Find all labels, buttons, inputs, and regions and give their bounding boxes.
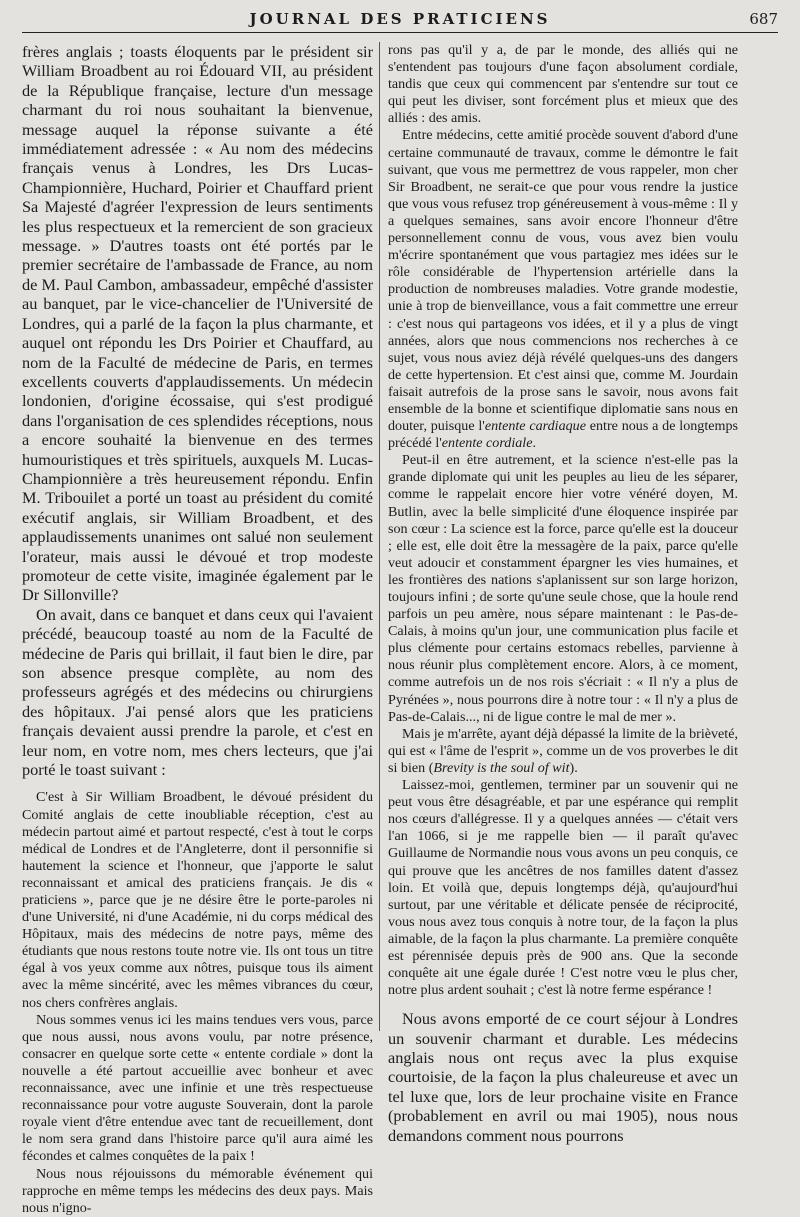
paragraph-banquet-toasts: frères anglais ; toasts éloquents par le président sir William Broadbent au roi Édouard VII, au président de la République française, lecture d'un message charmant du roi nous souhaitant la bienvenue, message auquel la réponse suivante a été immédiatement adressée : « Au nom des médecins français venus à Londres, les Drs Lucas-Championnière, Huchard, Poirier et Chauffard prient Sa Majesté d'agréer l'expression de leurs sentiments les plus respectueux et la remercient de son gracieux message. » D'autres toasts ont été portés par le premier secrétaire de l'ambassade de France, au nom de M. Paul Cambon, ambassadeur, empêché d'assister au banquet, par le vice-chancelier de l'Université de Londres, qui a parlé de la façon la plus charmante, et auquel ont répondu les Drs Poirier et Chauffard, au nom de la Faculté de médecine de Paris, en termes excellents couverts d'applaudissements. Un médecin londonien, d'origine écossaise, qui s'est prodigué dans l'organisation de ces splendides réceptions, nous a encore souhaité la bienvenue en des termes humouristiques et très spirituels, auxquels M. Lucas-Championnière a très heureusement répondu. Enfin M. Tribouilet a porté un toast au président du comité exécutif anglais, sir William Broadbent, et des applaudissements unanimes ont salué non seulement l'orateur, mais aussi le dévoué et trop modeste promoteur de cette visite, imaginée également par le Dr Sillonville? xyxy=(22,42,373,605)
left-column xyxy=(22,42,373,1216)
entente-cardiaque-text: entente cardiaque xyxy=(484,418,586,435)
brevity-quote: Brevity is the soul of wit xyxy=(433,759,570,776)
entente-cordiale-text: entente cordiale xyxy=(441,435,533,452)
paragraph-amitie: Entre médecins, cette amitié procède souvent d'abord d'une certaine communauté de travaux, comme le démontre le fait suivant, que vous me permettrez de vous rappeler, mon cher Sir Broadbent, ne serait-ce que pour vous rendre la justice que vous vous refusez trop généreusement à vous-même : Il y a quelques semaines, sans avoir encore l'honneur d'être personnellement connu de vous, vous avez bien voulu m'écrire spontanément que vous partagiez mes idées sur le rôle considérable de l'hypertension artérielle dans la production de nombreuses maladies. Votre grande modestie, unie à trop de bienveillance, vous a fait commettre une erreur : c'est nous qui partageons vos idées, et il y a plus de vingt années, alors que nous commencions nos recherches à ce sujet, vous nous aviez déjà révélé quelques-uns des dangers de cette hypertension. Et c'est ainsi que, comme M. Jourdain faisait autrefois de la prose sans le savoir, nous avons fait ensemble de la bonne et scientifique diplomatie sans nous en douter, puisque l'entente cardiaque entre nous a de longtemps précédé l'entente cordiale. xyxy=(388,127,738,452)
quote-paragraph-3: Nous nous réjouissons du mémorable événement qui rapproche en même temps les médecins des deux pays. Mais nous n'igno- xyxy=(22,1165,373,1216)
quote-paragraph-1: C'est à Sir William Broadbent, le dévoué président du Comité anglais de cette inoubliable réception, c'est au médecin partout aimé et partout respecté, c'est à tout le corps médical de Londres et de l'Angleterre, dont il personnifie si hautement la science et l'honneur, que j'apporte le salut reconnaissant et amical des praticiens français. Je dis « praticiens », parce que je ne désire être le porte-paroles ni d'une Université, ni d'une Académie, ni du corps médical des Hôpitaux, mais des médecins de notre pays, même des étudiants que nous restons toute notre vie. Ils ont tous un titre égal à vos yeux comme aux nôtres, puisque tous ils aiment avec la même sincérité, avec les mêmes vibrances du cœur, nos chers confrères anglais. xyxy=(22,789,373,1011)
right-column xyxy=(388,42,738,1145)
paragraph-science-diplomate: Peut-il en être autrement, et la science n'est-elle pas la grande diplomate qui unit les peuples au lieu de les séparer, comme le rappelait encore hier votre vénéré doyen, M. Butlin, avec la belle simplicité d'une éloquence inspirée par son cœur : La science est la force, parce qu'elle est la douceur ; elle est, elle doit être la messagère de la paix, parce qu'elle veut adoucir et constamment épargner les vies humaines, et les frontières des nations s'aplanissent sur son large horizon, toujours infini ; de sorte qu'une seule chose, que la houle rend parfois un peu amère, nous sépare maintenant : le Pas-de-Calais, à moins qu'un jour, une communication plus facile et plus clémente pour certains estomacs rebelles, parvienne à nous réunir plus complètement encore. Alors, à ce moment, comme autrefois un de nos rois s'écriait : « Il n'y a plus de Pyrénées », nous pourrons dire à notre tour : « Il n'y a plus de Pas-de-Calais..., ni de ligue contre le mal de mer ». xyxy=(388,452,738,725)
quote-continuation: rons pas qu'il y a, de par le monde, des alliés qui ne s'entendent pas toujours d'une façon absolument cordiale, tandis que ceux qui commencent par s'entendre sur tout ce qui peut les diviser, sont forcément plus et mieux que des alliés : des amis. xyxy=(388,42,738,127)
toast-quote xyxy=(22,789,373,1216)
page-number: 687 xyxy=(749,10,778,28)
quote-paragraph-2: Nous sommes venus ici les mains tendues vers vous, parce que nous aussi, nous avons voulu, par notre présence, consacrer en quelque sorte cette « entente cordiale » dont la nouvelle a été partout accueillie avec bonheur et avec reconnaissance, avec une infinie et une très respectueuse reconnaissance pour votre auguste Souverain, dont la parole royale vient d'être entendue avec tant de recueillement, dont le nom sera grand dans l'histoire parce qu'il aura aimé les fécondes et calmes conquêtes de la paix ! xyxy=(22,1011,373,1165)
paragraph-conclusion: Nous avons emporté de ce court séjour à Londres un souvenir charmant et durable. Les médecins anglais nous ont reçus avec la plus exquise courtoisie, de la façon la plus chaleureuse et avec un tel luxe que, lors de leur prochaine visite en France (probablement en avril ou mai 1905), nous nous demandons comment nous pourrons xyxy=(388,1009,738,1145)
journal-title: JOURNAL DES PRATICIENS xyxy=(249,10,551,28)
page-header xyxy=(22,6,778,33)
column-divider xyxy=(379,42,380,1031)
paragraph-souvenir: Laissez-moi, gentlemen, terminer par un souvenir qui ne peut vous être désagréable, et par une espérance qui remplit nos cœurs d'allégresse. Il y a quelques années — c'était vers l'an 1066, si je me rappelle bien — il paraît qu'avec Guillaume de Normandie nous vous avons un peu conquis, ce qui prouve que les ancêtres de nos familles datent d'assez loin. Et voilà que, depuis longtemps déjà, qu'aujourd'hui surtout, par une véritable et délicate pensée de réciprocité, vous nous avez tous conquis à notre tour, de la façon la plus aimable, de la façon la plus charmante. La première conquête est pérennisée depuis près de 900 ans. Que la seconde conquête ait une égale durée ! C'est notre vœu le plus cher, notre plus ardent souhait ; c'est là notre ferme espérance ! xyxy=(388,777,738,999)
paragraph-brevete: Mais je m'arrête, ayant déjà dépassé la limite de la brièveté, qui est « l'âme de l'esprit », comme un de vos proverbes le dit si bien (Brevity is the soul of wit). xyxy=(388,725,738,776)
paragraph-praticiens-toast: On avait, dans ce banquet et dans ceux qui l'avaient précédé, beaucoup toasté au nom de la Faculté de médecine de Paris qui brillait, il faut bien le dire, par son absence presque complète, au nom des professeurs agrégés et des médecins ou chirurgiens des hôpitaux. J'ai pensé alors que les praticiens français devaient aussi prendre la parole, et c'est en leur nom, en votre nom, mes chers lecteurs, que j'ai porté le toast suivant : xyxy=(22,604,373,780)
